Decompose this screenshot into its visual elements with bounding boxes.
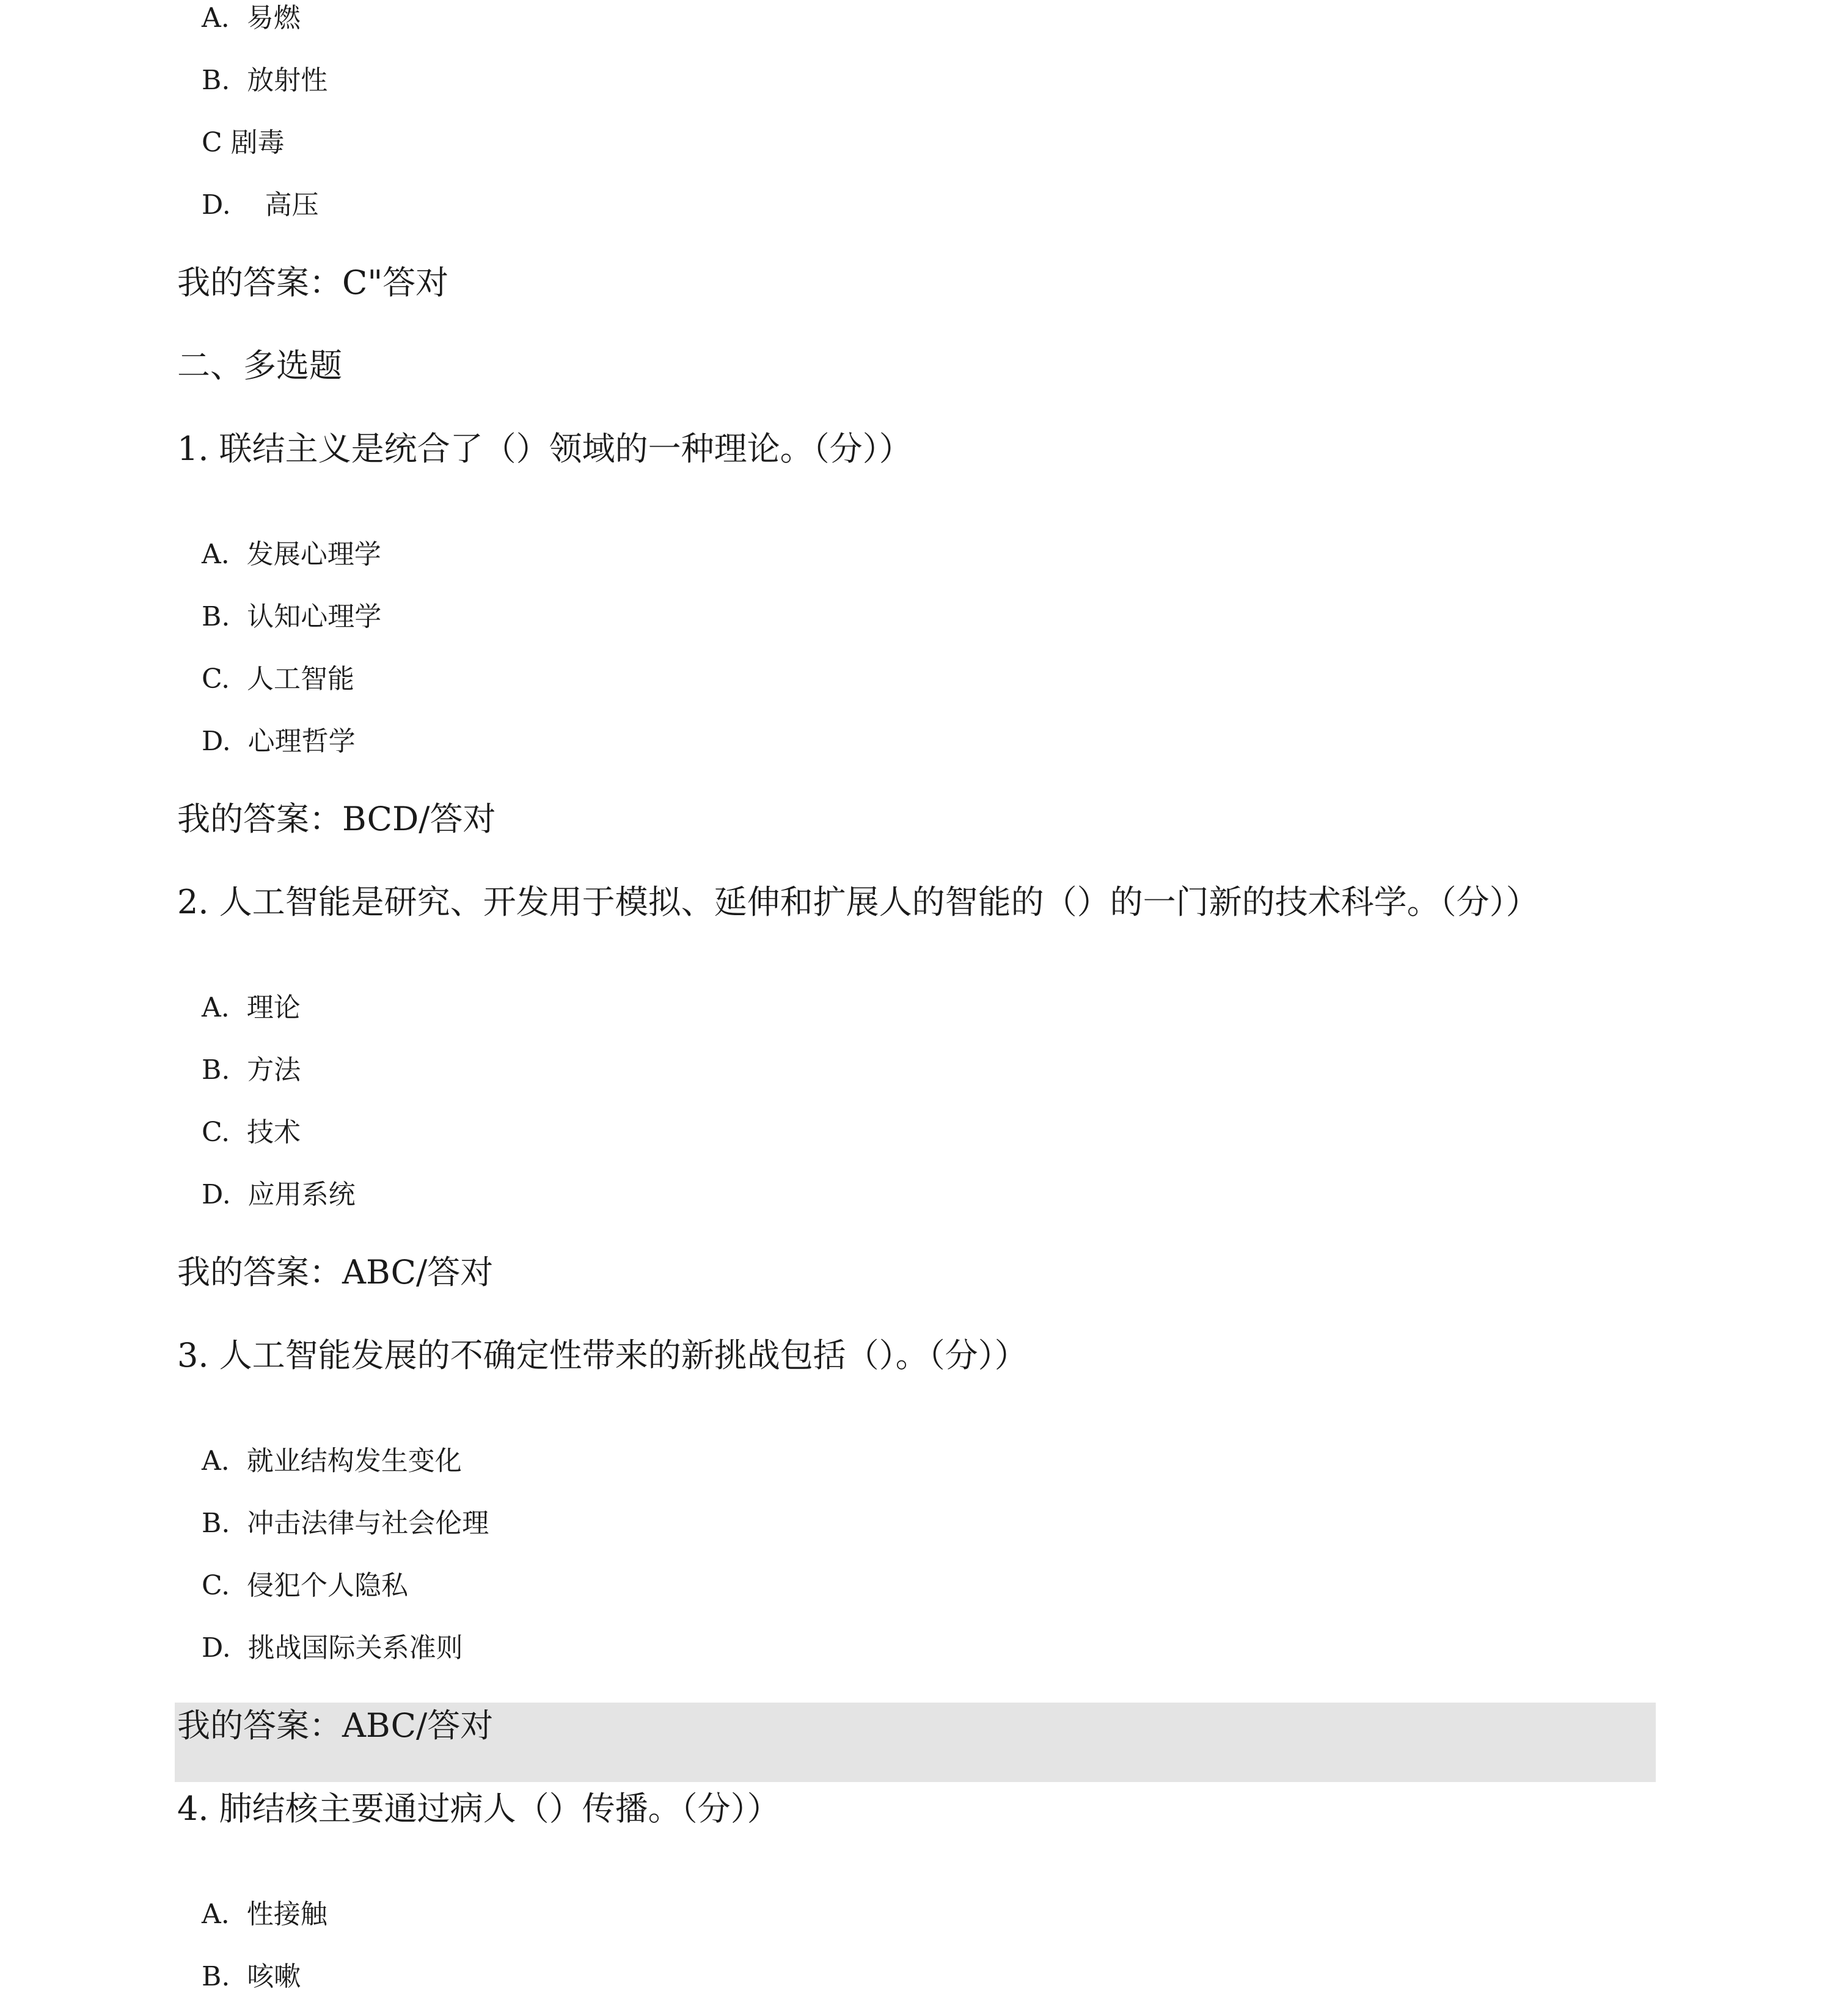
prev-option-b: B. 放射性 [202,65,328,96]
question-3-option-b: B. 冲击法律与社会伦理 [202,1508,489,1539]
question-2-option-c: C. 技术 [202,1117,301,1148]
question-4-stem: 4. 肺结核主要通过病人（）传播。（分）） [177,1789,780,1828]
question-3-option-c: C. 侵犯个人隐私 [202,1570,409,1601]
section-title: 二、多选题 [177,346,342,385]
question-1-option-d: D. 心理哲学 [202,726,356,757]
question-1-option-b: B. 认知心理学 [202,601,382,632]
question-3-option-d: D. 挑战国际关系准则 [202,1632,463,1664]
prev-answer: 我的答案：C"答对 [177,263,449,302]
question-4-option-a: A. 性接触 [202,1899,327,1930]
question-4-option-b: B. 咳嗽 [202,1961,301,1992]
question-1-stem: 1. 联结主义是统合了（）领域的一种理论。（分）） [177,429,912,468]
question-2-option-a: A. 理论 [202,992,301,1023]
prev-option-d: D. 高压 [202,189,319,221]
question-2-answer: 我的答案：ABC/答对 [177,1253,494,1291]
question-3-stem: 3. 人工智能发展的不确定性带来的新挑战包括（）。（分）） [177,1336,1028,1375]
question-3-answer: 我的答案：ABC/答对 [177,1706,494,1745]
prev-option-c: C 剧毒 [202,127,285,158]
prev-option-a: A. 易燃 [202,2,301,34]
question-2-option-b: B. 方法 [202,1054,301,1086]
question-3-option-a: A. 就业结构发生变化 [202,1445,462,1477]
question-1-answer: 我的答案：BCD/答对 [177,800,496,838]
question-2-stem: 2. 人工智能是研究、开发用于模拟、延伸和扩展人的智能的（）的一门新的技术科学。（分）） [177,883,1539,921]
question-1-option-a: A. 发展心理学 [202,539,381,570]
question-2-option-d: D. 应用系统 [202,1179,356,1210]
question-1-option-c: C. 人工智能 [202,663,355,695]
